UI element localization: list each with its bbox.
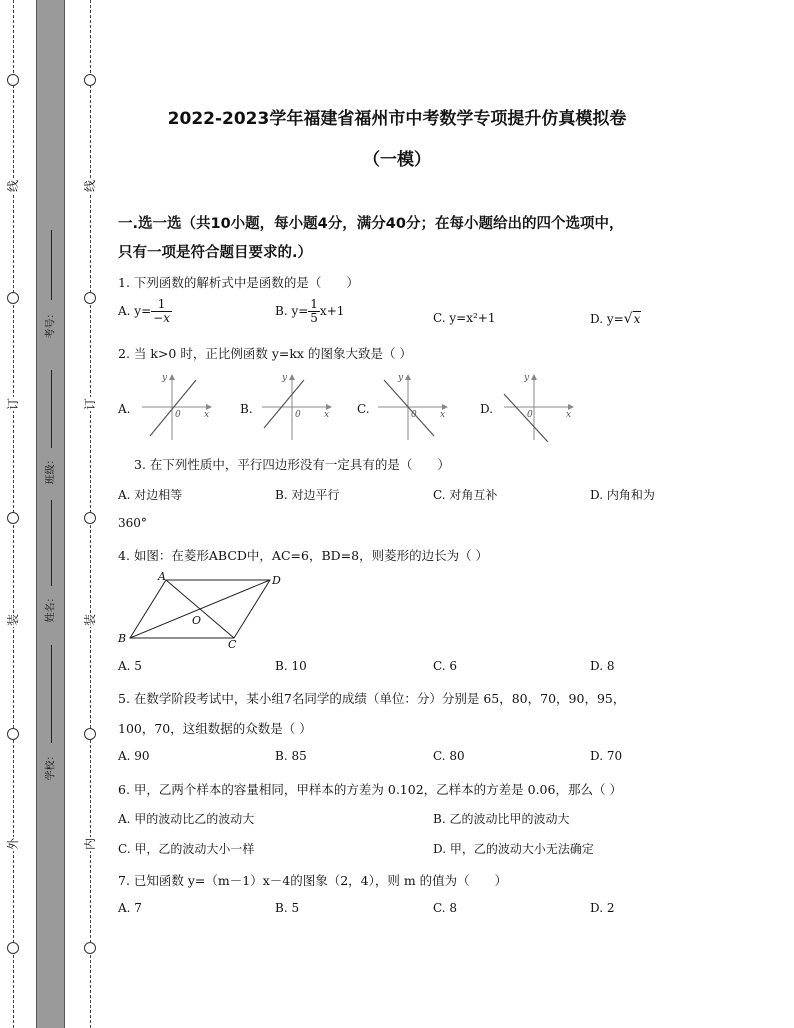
question-1-option-c[interactable]: C. y=x²+1	[433, 311, 496, 325]
question-2-label-a[interactable]: A.	[118, 402, 131, 416]
margin-char-xian-left: 线	[6, 180, 20, 193]
axis-y-label: y	[282, 373, 288, 383]
question-3-option-d-wrap: 360°	[118, 516, 147, 530]
option-b-prefix: B. y=	[275, 304, 309, 318]
question-4-rhombus-figure	[116, 570, 286, 650]
field-class-line[interactable]	[51, 370, 52, 448]
binding-hole-circle	[84, 942, 96, 954]
denominator: 5	[310, 311, 318, 325]
sqrt-icon: √	[623, 311, 633, 327]
question-5-option-a[interactable]: A. 90	[118, 749, 150, 763]
axis-x-label: x	[204, 410, 210, 420]
radicand: x	[633, 312, 641, 326]
point-c-label: C	[228, 638, 237, 650]
margin-char-ding-left: 订	[6, 398, 20, 411]
point-a-label: A	[158, 570, 166, 583]
origin-label: 0	[527, 410, 533, 420]
question-1-stem: 1. 下列函数的解析式中是函数的是（ ）	[118, 275, 359, 290]
field-class-label: 班级：	[45, 454, 57, 485]
question-6-stem: 6. 甲，乙两个样本的容量相同，甲样本的方差为 0.102，乙样本的方差是 0.06，那么（ ）	[118, 782, 622, 797]
question-7-option-b[interactable]: B. 5	[275, 901, 300, 915]
numerator: 1	[310, 297, 318, 311]
question-2-graph-a	[138, 372, 214, 442]
binding-hole-circle	[7, 728, 19, 740]
question-2-label-d[interactable]: D.	[480, 402, 494, 416]
question-3-option-a[interactable]: A. 对边相等	[118, 488, 183, 502]
binding-hole-circle	[84, 728, 96, 740]
question-2-graph-b	[258, 372, 334, 442]
field-exam-number-label: 考号：	[45, 308, 57, 339]
question-1-option-a[interactable]	[118, 298, 172, 325]
binding-hole-circle	[84, 512, 96, 524]
axis-y-label: y	[524, 373, 530, 383]
question-3-option-c[interactable]: C. 对角互补	[433, 488, 498, 502]
section-1-header: 一.选一选（共10小题，每小题4分，满分40分；在每小题给出的四个选项中，	[118, 216, 624, 232]
question-2-stem: 2. 当 k>0 时，正比例函数 y=kx 的图象大致是（ ）	[118, 346, 412, 361]
section-1-header-cont: 只有一项是符合题目要求的.）	[118, 245, 313, 261]
question-6-option-d[interactable]: D. 甲，乙的波动大小无法确定	[433, 842, 594, 856]
question-2-label-c[interactable]: C.	[357, 402, 370, 416]
option-b-suffix: x+1	[319, 304, 345, 318]
question-5-option-c[interactable]: C. 80	[433, 749, 465, 763]
question-4-option-b[interactable]: B. 10	[275, 659, 307, 673]
field-exam-number-line[interactable]	[51, 230, 52, 300]
question-7-option-c[interactable]: C. 8	[433, 901, 458, 915]
margin-char-ding-right: 订	[83, 398, 97, 411]
question-3-stem: 3. 在下列性质中，平行四边形没有一定具有的是（ ）	[134, 457, 450, 472]
numerator: 1	[151, 298, 172, 312]
origin-label: 0	[175, 410, 181, 420]
origin-label: 0	[411, 410, 417, 420]
binding-hole-circle	[7, 292, 19, 304]
question-4-option-d[interactable]: D. 8	[590, 659, 615, 673]
axis-y-label: y	[398, 373, 404, 383]
axis-y-label: y	[162, 373, 168, 383]
option-a-prefix: A. y=	[118, 304, 152, 318]
question-5-stem-cont: 100，70，这组数据的众数是（ ）	[118, 721, 312, 736]
page-subtitle: （一模）	[363, 150, 431, 170]
question-2-graph-d	[500, 372, 576, 442]
question-4-stem: 4. 如图：在菱形ABCD中，AC=6，BD=8，则菱形的边长为（ ）	[118, 548, 489, 563]
question-7-stem: 7. 已知函数 y=（m－1）x－4的图象（2，4），则 m 的值为（ ）	[118, 873, 508, 888]
axis-x-label: x	[566, 410, 572, 420]
question-3-option-d[interactable]: D. 内角和为	[590, 488, 655, 502]
question-4-option-c[interactable]: C. 6	[433, 659, 458, 673]
question-6-option-a[interactable]: A. 甲的波动比乙的波动大	[118, 812, 255, 826]
question-2-label-b[interactable]: B.	[240, 402, 253, 416]
origin-label: 0	[295, 410, 301, 420]
question-2-graph-c	[374, 372, 450, 442]
page-title: 2022-2023学年福建省福州市中考数学专项提升仿真模拟卷	[167, 109, 627, 129]
field-name-line[interactable]	[51, 500, 52, 586]
margin-char-zhuang-right: 装	[83, 614, 97, 627]
margin-char-nei-right: 内	[83, 838, 97, 851]
denominator: −x	[153, 311, 170, 325]
question-5-option-b[interactable]: B. 85	[275, 749, 307, 763]
question-6-option-b[interactable]: B. 乙的波动比甲的波动大	[433, 812, 570, 826]
question-7-option-a[interactable]: A. 7	[118, 901, 142, 915]
point-d-label: D	[272, 574, 281, 587]
field-name-label: 姓名：	[45, 592, 57, 623]
point-b-label: B	[118, 632, 127, 645]
question-7-option-d[interactable]: D. 2	[590, 901, 615, 915]
binding-hole-circle	[84, 74, 96, 86]
question-6-option-c[interactable]: C. 甲，乙的波动大小一样	[118, 842, 255, 856]
fraction	[151, 298, 172, 325]
margin-char-xian-right: 线	[83, 180, 97, 193]
binding-hole-circle	[7, 942, 19, 954]
question-4-option-a[interactable]: A. 5	[118, 659, 142, 673]
question-5-stem: 5. 在数学阶段考试中，某小组7名同学的成绩（单位：分）分别是 65，80，70，90，95，	[118, 691, 626, 706]
option-d-prefix: D. y=	[590, 312, 624, 326]
margin-char-zhuang-left: 装	[6, 614, 20, 627]
point-o-label: O	[192, 614, 202, 627]
field-school-label: 学校：	[45, 750, 57, 781]
fraction	[308, 298, 320, 325]
axis-x-label: x	[440, 410, 446, 420]
margin-char-wai-left: 外	[6, 838, 20, 851]
binding-hole-circle	[7, 512, 19, 524]
question-3-option-b[interactable]: B. 对边平行	[275, 488, 340, 502]
question-1-option-b[interactable]	[275, 298, 344, 325]
question-5-option-d[interactable]: D. 70	[590, 749, 623, 763]
question-1-option-d[interactable]	[590, 311, 641, 327]
binding-hole-circle	[7, 74, 19, 86]
binding-hole-circle	[84, 292, 96, 304]
field-school-line[interactable]	[51, 645, 52, 743]
axis-x-label: x	[324, 410, 330, 420]
